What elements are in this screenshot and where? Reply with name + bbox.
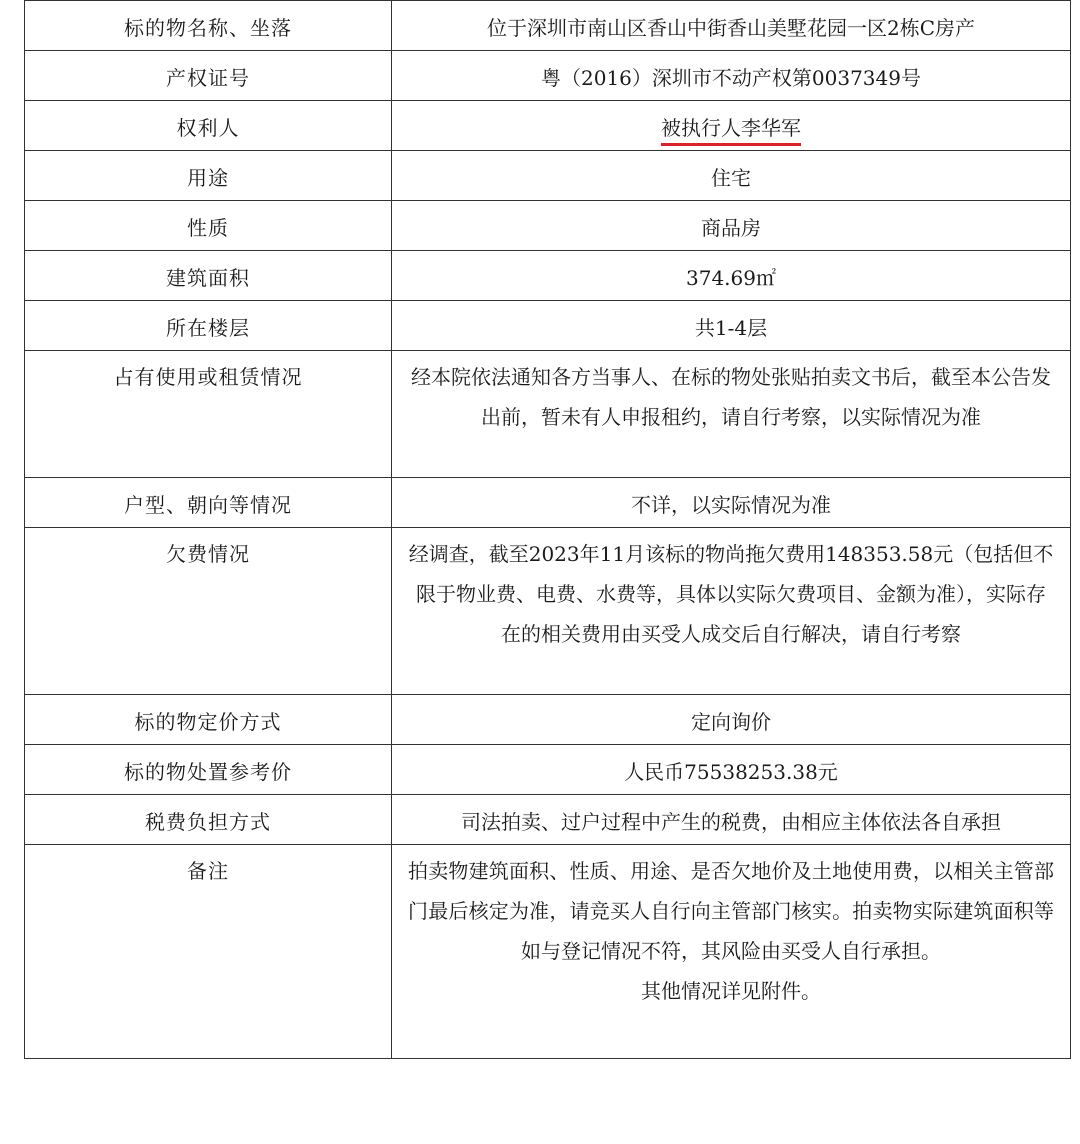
- row-label-occupancy: 占有使用或租赁情况: [25, 351, 392, 478]
- row-value-usage: 住宅: [392, 151, 1071, 201]
- table-row: [25, 795, 1071, 845]
- row-value-name-location: 位于深圳市南山区香山中街香山美墅花园一区2栋C房产: [392, 1, 1071, 51]
- row-label-certificate: 产权证号: [25, 51, 392, 101]
- row-value-nature: 商品房: [392, 201, 1071, 251]
- row-value-floors: 共1-4层: [392, 301, 1071, 351]
- row-value-owner-cell: [392, 101, 1071, 151]
- row-value-remarks-extra: 其他情况详见附件。: [641, 979, 821, 1003]
- row-label-area: 建筑面积: [25, 251, 392, 301]
- row-value-certificate: 粤（2016）深圳市不动产权第0037349号: [392, 51, 1071, 101]
- table-row: [25, 251, 1071, 301]
- row-label-owner: 权利人: [25, 101, 392, 151]
- row-value-tax: 司法拍卖、过户过程中产生的税费，由相应主体依法各自承担: [392, 795, 1071, 845]
- row-value-reference-price: 人民币75538253.38元: [392, 745, 1071, 795]
- row-value-occupancy: 经本院依法通知各方当事人、在标的物处张贴拍卖文书后，截至本公告发出前，暂未有人申报租约，请自行考察，以实际情况为准: [392, 351, 1071, 478]
- row-value-remarks: 拍卖物建筑面积、性质、用途、是否欠地价及土地使用费，以相关主管部门最后核定为准，请竞买人自行向主管部门核实。拍卖物实际建筑面积等如与登记情况不符，其风险由买受人自行承担。: [408, 859, 1054, 963]
- row-label-layout: 户型、朝向等情况: [25, 478, 392, 528]
- table-row: [25, 1, 1071, 51]
- table-row: [25, 745, 1071, 795]
- table-row: [25, 845, 1071, 1059]
- row-value-pricing-method: 定向询价: [392, 695, 1071, 745]
- row-label-arrears: 欠费情况: [25, 528, 392, 695]
- row-label-nature: 性质: [25, 201, 392, 251]
- row-label-name-location: 标的物名称、坐落: [25, 1, 392, 51]
- row-label-usage: 用途: [25, 151, 392, 201]
- table-row: [25, 351, 1071, 478]
- row-label-pricing-method: 标的物定价方式: [25, 695, 392, 745]
- row-value-remarks-cell: [392, 845, 1071, 1059]
- row-label-reference-price: 标的物处置参考价: [25, 745, 392, 795]
- table-row: [25, 695, 1071, 745]
- row-label-tax: 税费负担方式: [25, 795, 392, 845]
- table-row: [25, 101, 1071, 151]
- row-value-owner: 被执行人李华军: [661, 114, 801, 146]
- table-row: [25, 151, 1071, 201]
- auction-info-table: [24, 0, 1071, 1059]
- table-row: [25, 478, 1071, 528]
- row-label-floors: 所在楼层: [25, 301, 392, 351]
- table-row: [25, 51, 1071, 101]
- row-value-layout: 不详，以实际情况为准: [392, 478, 1071, 528]
- table-row: [25, 201, 1071, 251]
- row-value-arrears: 经调查，截至2023年11月该标的物尚拖欠费用148353.58元（包括但不限于物业费、电费、水费等，具体以实际欠费项目、金额为准），实际存在的相关费用由买受人成交后自行解决，请自行考察: [392, 528, 1071, 695]
- row-value-area: 374.69㎡: [392, 251, 1071, 301]
- table-row: [25, 301, 1071, 351]
- row-label-remarks: 备注: [25, 845, 392, 1059]
- table-row: [25, 528, 1071, 695]
